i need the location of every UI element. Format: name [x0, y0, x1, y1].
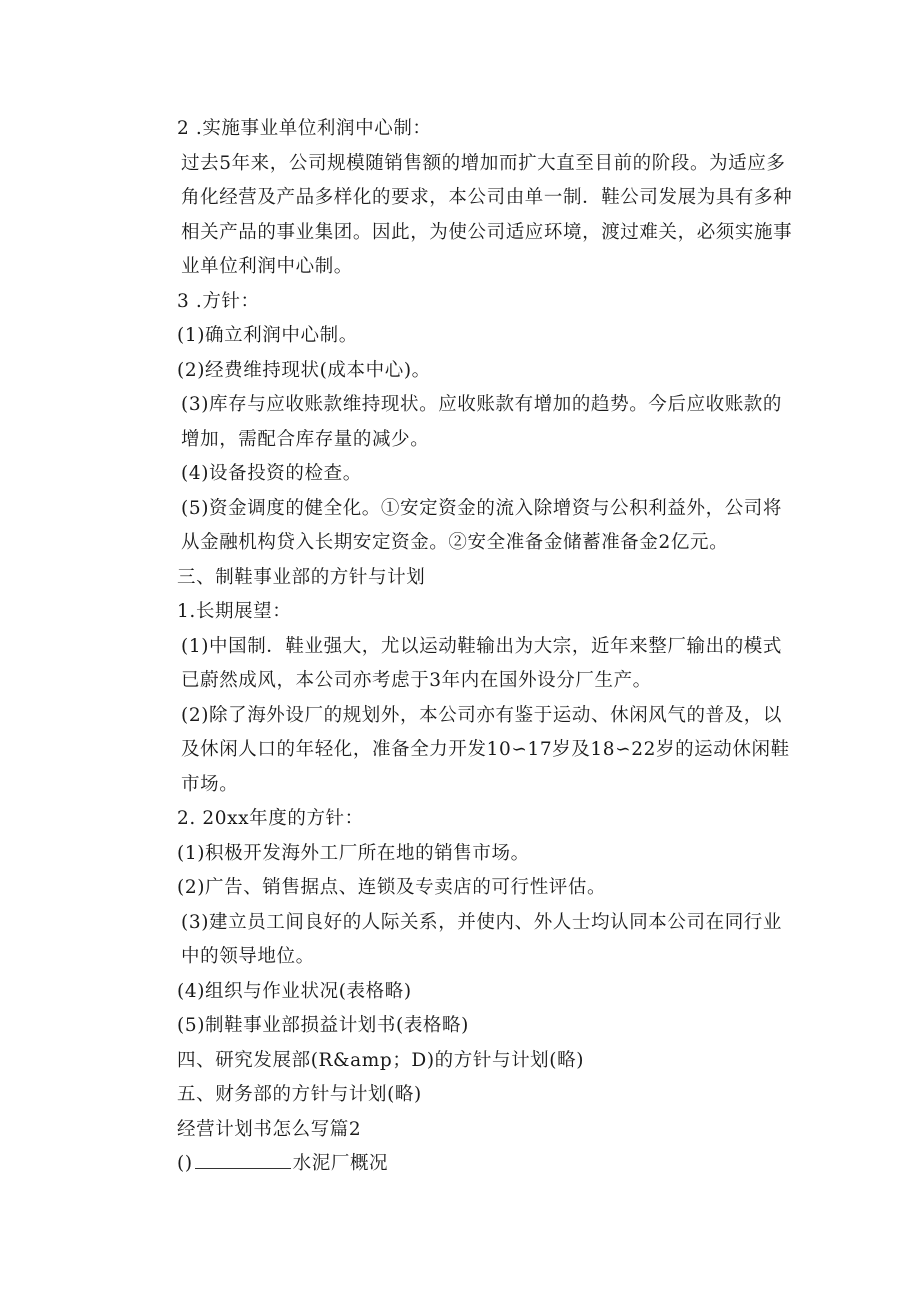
paragraph-heading-2: 2 .实施事业单位利润中心制： — [177, 118, 432, 139]
paragraph-long-term-outlook: 1.长期展望： — [177, 601, 292, 622]
blank-suffix: 水泥厂概况 — [292, 1153, 389, 1174]
paragraph-policy-4: (4)设备投资的检查。 — [181, 463, 362, 484]
article-title-part-2: 经营计划书怎么写篇2 — [177, 1118, 362, 1140]
paragraph-annual-policy-3: (3)建立员工间良好的人际关系，并使内、外人士均认同本公司在同行业中的领导地位。 — [181, 911, 783, 967]
paragraph-policy-5: (5)资金调度的健全化。①安定资金的流入除增资与公积利益外，公司将从金融机构贷入长期安定资金。②安全准备金储蓄准备金2亿元。 — [181, 497, 783, 553]
paragraph-policy-1: (1)确立利润中心制。 — [177, 325, 358, 346]
paragraph-outlook-2: (2)除了海外设厂的规划外，本公司亦有鉴于运动、休闲风气的普及，以及休闲人口的年轻化，准备全力开发10∽17岁及18∽22岁的运动休闲鞋市场。 — [181, 704, 790, 795]
document-body — [163, 112, 795, 1182]
paragraph-policy-2: (2)经费维持现状(成本中心)。 — [177, 359, 431, 381]
blank-prefix: () — [177, 1153, 193, 1174]
paragraph-annual-policy-5: (5)制鞋事业部损益计划书(表格略) — [177, 1015, 469, 1036]
paragraph-annual-policy-2: (2)广告、销售据点、连锁及专卖店的可行性评估。 — [177, 877, 607, 898]
fill-in-blank — [195, 1150, 291, 1169]
section-heading-rd: 四、研究发展部(R&amp；D)的方针与计划(略) — [177, 1049, 585, 1071]
paragraph-cement-overview — [163, 1147, 795, 1182]
paragraph-annual-policy-heading: 2. 20xx年度的方针： — [177, 808, 364, 829]
paragraph-profit-center-background: 过去5年来，公司规模随销售额的增加而扩大直至目前的阶段。为适应多角化经营及产品多样化的要求，本公司由单一制．鞋公司发展为具有多种相关产品的事业集团。因此，为使公司适应环境，渡过难关，必须实施事业单位利润中心制。 — [181, 152, 793, 277]
paragraph-heading-3: 3 .方针： — [177, 290, 260, 312]
paragraph-annual-policy-4: (4)组织与作业状况(表格略) — [177, 980, 412, 1002]
paragraph-annual-policy-1: (1)积极开发海外工厂所在地的销售市场。 — [177, 842, 530, 864]
paragraph-outlook-1: (1)中国制．鞋业强大，尤以运动鞋输出为大宗，近年来整厂输出的模式已蔚然成风，本公司亦考虑于3年内在国外设分厂生产。 — [181, 635, 783, 691]
section-heading-finance: 五、财务部的方针与计划(略) — [177, 1084, 422, 1105]
paragraph-policy-3: (3)库存与应收账款维持现状。应收账款有增加的趋势。今后应收账款的增加，需配合库存量的减少。 — [181, 394, 783, 450]
section-heading-shoe-division: 三、制鞋事业部的方针与计划 — [177, 566, 426, 588]
